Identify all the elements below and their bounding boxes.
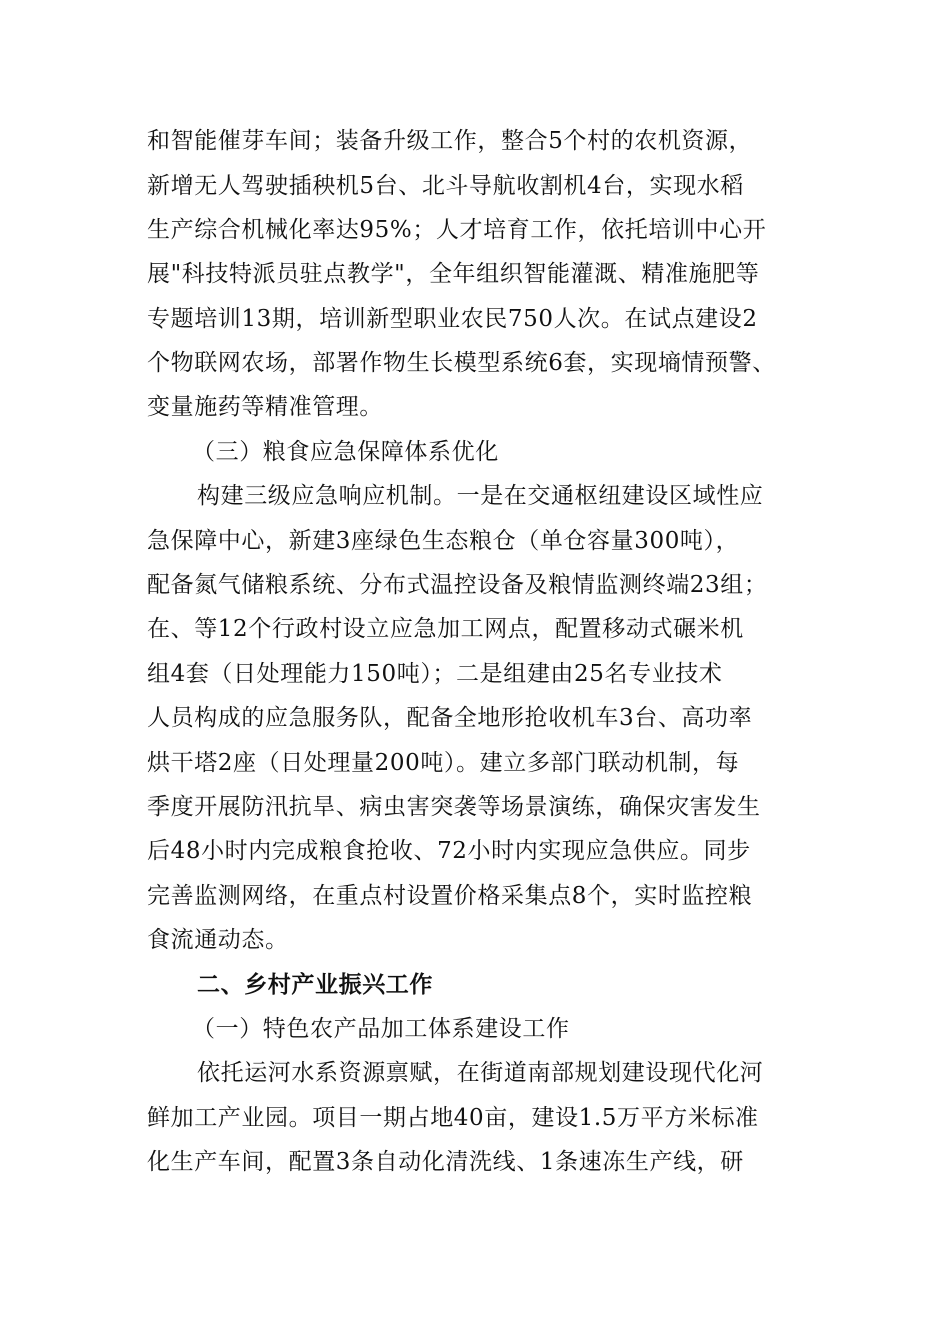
body-text-line: 专题培训13期，培训新型职业农民750人次。在试点建设2 — [147, 306, 758, 332]
body-text-line: 鲜加工产业园。项目一期占地40亩，建设1.5万平方米标准 — [147, 1105, 759, 1131]
body-text-line: 配备氮气储粮系统、分布式温控设备及粮情监测终端23组； — [147, 572, 768, 598]
body-text-line: 完善监测网络，在重点村设置价格采集点8个，实时监控粮 — [147, 883, 753, 909]
body-text-line: 个物联网农场，部署作物生长模型系统6套，实现墒情预警、 — [147, 350, 776, 376]
body-text-line: 烘干塔2座（日处理量200吨）。建立多部门联动机制，每 — [147, 750, 740, 776]
body-text-line: 组4套（日处理能力150吨）；二是组建由25名专业技术 — [147, 661, 723, 687]
body-text-line: 构建三级应急响应机制。一是在交通枢纽建设区域性应 — [197, 483, 764, 509]
body-text-line: 急保障中心，新建3座绿色生态粮仓（单仓容量300吨）， — [147, 528, 740, 554]
body-text-line: 后48小时内完成粮食抢收、72小时内实现应急供应。同步 — [147, 838, 751, 864]
section-heading: 二、乡村产业振兴工作 — [197, 972, 433, 998]
body-text-line: 依托运河水系资源禀赋，在街道南部规划建设现代化河 — [197, 1060, 764, 1086]
body-text-line: 变量施药等精准管理。 — [147, 394, 383, 420]
body-text-line: 在、等12个行政村设立应急加工网点，配置移动式碾米机 — [147, 616, 744, 642]
body-text-line: 展"科技特派员驻点教学"，全年组织智能灌溉、精准施肥等 — [147, 261, 760, 287]
body-text-line: 和智能催芽车间；装备升级工作，整合5个村的农机资源， — [147, 128, 753, 154]
subsection-heading: （一）特色农产品加工体系建设工作 — [192, 1016, 570, 1042]
body-text-line: 人员构成的应急服务队，配备全地形抢收机车3台、高功率 — [147, 705, 753, 731]
body-text-line: 生产综合机械化率达95%；人才培育工作，依托培训中心开 — [147, 217, 767, 243]
body-text-line: 化生产车间，配置3条自动化清洗线、1条速冻生产线，研 — [147, 1149, 744, 1175]
subsection-heading: （三）粮食应急保障体系优化 — [192, 439, 499, 465]
body-text-line: 季度开展防汛抗旱、病虫害突袭等场景演练，确保灾害发生 — [147, 794, 761, 820]
body-text-line: 新增无人驾驶插秧机5台、北斗导航收割机4台，实现水稻 — [147, 173, 744, 199]
body-text-line: 食流通动态。 — [147, 927, 289, 953]
